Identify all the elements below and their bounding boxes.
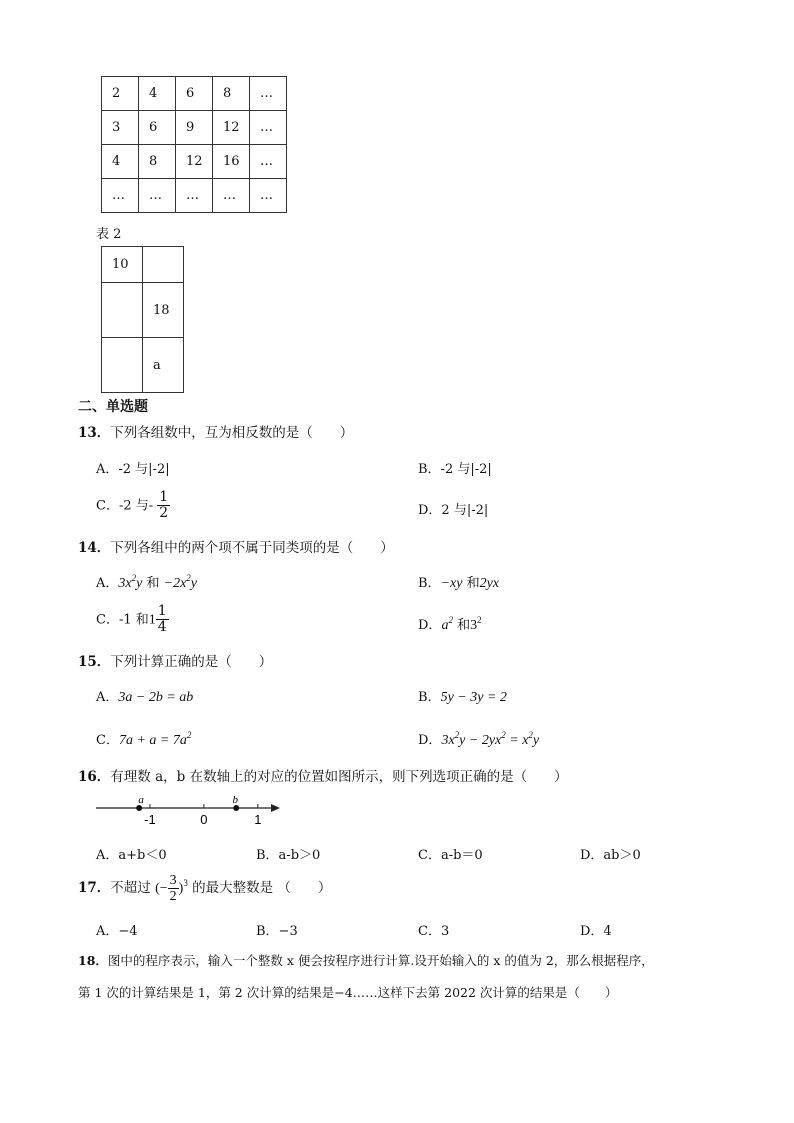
math-expression xyxy=(441,730,540,748)
denominator: 2 xyxy=(169,889,177,905)
exponent: 2 xyxy=(528,730,533,740)
question-13 xyxy=(78,421,353,441)
term: = x xyxy=(505,733,529,748)
point-a-label: a xyxy=(138,794,144,806)
table-2-cell: a xyxy=(143,338,184,393)
question-number: 14． xyxy=(78,540,111,556)
option-label: C．-1 和 xyxy=(96,612,149,628)
q17-option-b[interactable]: B．−3 xyxy=(256,924,298,939)
q17-option-c[interactable]: C．3 xyxy=(418,924,450,939)
question-18-line-2: 第 1 次的计算结果是 1，第 2 次计算的结果是−4……这样下去第 2022 次计算的结果是（ ） xyxy=(78,985,618,1000)
question-number: 16． xyxy=(78,769,111,785)
table-cell: 12 xyxy=(176,145,213,179)
question-16 xyxy=(78,765,568,785)
q13-option-a[interactable]: A．-2 与|-2| xyxy=(96,462,170,477)
term: a xyxy=(441,618,449,633)
math-expression: 5y − 3y = 2 xyxy=(440,690,507,705)
term: y xyxy=(532,733,540,748)
table-cell: … xyxy=(250,111,287,145)
tick-label: 1 xyxy=(254,812,262,826)
exponent: 2 xyxy=(501,730,506,740)
q14-option-d[interactable] xyxy=(418,614,482,634)
q15-option-b[interactable] xyxy=(418,686,507,706)
q15-option-c[interactable] xyxy=(96,729,191,749)
q14-option-a[interactable] xyxy=(96,572,197,592)
table-2-label: 表 2 xyxy=(96,227,122,242)
table-cell: … xyxy=(250,77,287,111)
q16-option-d[interactable]: D．ab＞0 xyxy=(580,848,641,863)
conjunction: 和 xyxy=(457,618,471,633)
term: y xyxy=(190,576,198,591)
option-label: B． xyxy=(418,690,441,705)
table-row xyxy=(102,179,287,213)
math-expression xyxy=(118,730,192,748)
q16-option-b[interactable]: B．a-b＞0 xyxy=(256,848,321,863)
table-cell: … xyxy=(139,179,176,213)
table-cell: 9 xyxy=(176,111,213,145)
whole-number: 1 xyxy=(148,612,156,628)
table-cell: … xyxy=(213,179,250,213)
math-term xyxy=(470,615,482,633)
math-term xyxy=(118,573,143,591)
q16-option-c[interactable]: C．a-b＝0 xyxy=(418,848,483,863)
table-cell: … xyxy=(250,145,287,179)
math-term: −xy xyxy=(440,576,463,591)
numerator: 3 xyxy=(169,873,177,888)
option-label: B． xyxy=(418,576,441,591)
question-text: 不超过 xyxy=(110,880,151,897)
table-row xyxy=(102,77,287,111)
question-text: 下列计算正确的是（ ） xyxy=(110,654,273,670)
table-cell: … xyxy=(102,179,139,213)
fraction xyxy=(156,604,169,636)
question-14 xyxy=(78,536,394,556)
arrow-head xyxy=(271,804,280,812)
q15-option-d[interactable] xyxy=(418,729,539,749)
exponent: 2 xyxy=(448,615,453,625)
q16-option-a[interactable]: A．a+b＜0 xyxy=(96,848,167,863)
fraction xyxy=(168,873,179,905)
exponent: 2 xyxy=(454,730,460,740)
table-cell: 8 xyxy=(139,145,176,179)
term: y xyxy=(136,576,143,591)
fraction xyxy=(157,490,170,522)
q13-option-b[interactable]: B．-2 与|-2| xyxy=(418,462,492,477)
exponent: 2 xyxy=(131,573,137,583)
conjunction: 和 xyxy=(466,576,480,591)
question-15 xyxy=(78,650,272,670)
option-label: C． xyxy=(96,733,119,748)
tick-label: 0 xyxy=(200,812,208,826)
q14-option-b[interactable] xyxy=(418,572,499,592)
numerator: 1 xyxy=(159,489,169,505)
exponent: 2 xyxy=(186,573,191,583)
question-text: 图中的程序表示，输入一个整数 x 便会按程序进行计算.设开始输入的 x 的值为 2，那么根据程序， xyxy=(107,953,654,968)
q15-option-a[interactable] xyxy=(96,686,193,706)
term: 3x xyxy=(118,576,132,591)
table-cell: 16 xyxy=(213,145,250,179)
option-label: A． xyxy=(96,690,119,705)
table-cell: 4 xyxy=(139,77,176,111)
math-term xyxy=(163,573,198,591)
exponent: 3 xyxy=(183,878,188,889)
numerator: 1 xyxy=(157,603,167,619)
q13-option-c[interactable] xyxy=(96,490,170,522)
question-text: 下列各组数中，互为相反数的是（ ） xyxy=(110,425,354,441)
question-18 xyxy=(78,951,654,969)
q13-option-d[interactable]: D．2 与|-2| xyxy=(418,503,489,518)
option-text: C．-2 与- xyxy=(96,498,154,514)
table-2-cell: 10 xyxy=(102,247,143,283)
q17-option-d[interactable]: D．4 xyxy=(580,924,612,939)
number-table-1 xyxy=(101,76,287,213)
question-text: 的最大整数是 （ ） xyxy=(192,880,332,897)
math-term: 2yx xyxy=(479,576,500,591)
option-label: A． xyxy=(96,576,119,591)
option-label: D． xyxy=(418,733,442,748)
denominator: 4 xyxy=(157,619,167,636)
number-line xyxy=(90,790,290,826)
tick-label: -1 xyxy=(144,812,156,826)
question-number: 15． xyxy=(78,654,111,670)
question-number: 13． xyxy=(78,425,111,441)
question-17 xyxy=(78,873,331,905)
term: 3 xyxy=(470,618,478,633)
term: 3x xyxy=(441,733,455,748)
table-2-cell: 18 xyxy=(143,283,184,338)
table-row xyxy=(102,111,287,145)
number-table-2 xyxy=(101,246,184,393)
section-title: 二、单选题 xyxy=(78,399,148,415)
table-2-cell xyxy=(143,247,184,283)
exponent: 2 xyxy=(186,730,192,740)
axis-ticks xyxy=(144,804,261,826)
table-cell: 6 xyxy=(176,77,213,111)
conjunction: 和 xyxy=(146,576,160,591)
table-2-cell xyxy=(102,283,143,338)
table-cell: 12 xyxy=(213,111,250,145)
table-cell: 8 xyxy=(213,77,250,111)
question-text: 下列各组中的两个项不属于同类项的是（ ） xyxy=(110,540,394,556)
table-cell: 3 xyxy=(102,111,139,145)
question-number: 17． xyxy=(78,880,111,897)
term: 7a + a = 7a xyxy=(118,733,187,748)
table-cell: 4 xyxy=(102,145,139,179)
exponent: 2 xyxy=(477,615,482,625)
table-cell: 2 xyxy=(102,77,139,111)
question-text: 有理数 a，b 在数轴上的对应的位置如图所示，则下列选项正确的是（ ） xyxy=(110,769,568,785)
math-expression: (− $\frac{3}{2}$ )$^3$ xyxy=(155,873,188,905)
question-number: 18． xyxy=(78,953,108,968)
table-row xyxy=(102,145,287,179)
point-b-label: b xyxy=(232,794,238,806)
option-label: D． xyxy=(418,618,442,633)
minus-sign: − xyxy=(159,881,168,897)
denominator: 2 xyxy=(159,505,169,522)
table-2-cell xyxy=(102,338,143,393)
table-cell: … xyxy=(250,179,287,213)
math-expression: 3a − 2b = ab xyxy=(118,690,194,705)
q14-option-c[interactable] xyxy=(96,604,169,636)
math-term xyxy=(441,615,453,633)
term: y − 2yx xyxy=(459,733,502,748)
table-cell: … xyxy=(176,179,213,213)
q17-option-a[interactable]: A．−4 xyxy=(96,924,138,939)
table-cell: 6 xyxy=(139,111,176,145)
term: −2x xyxy=(163,576,187,591)
